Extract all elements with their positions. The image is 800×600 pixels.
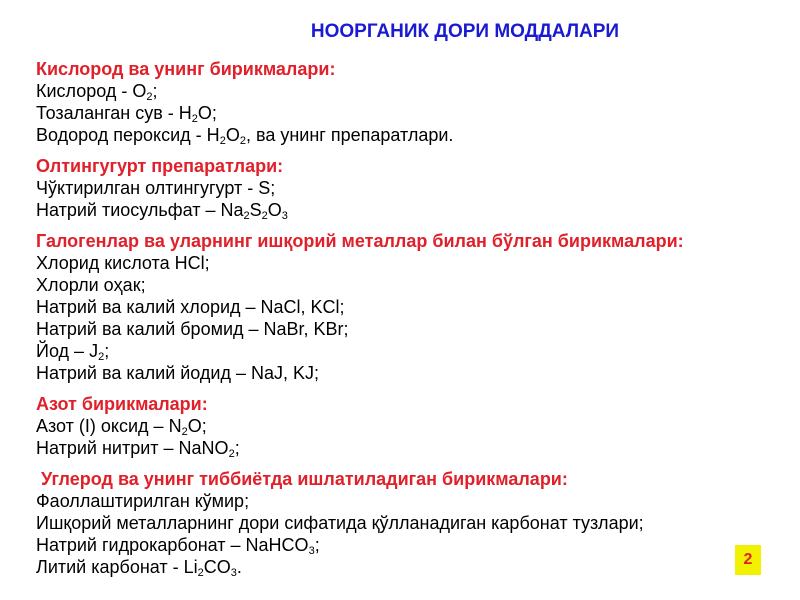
section-heading: Галогенлар ва уларнинг ишқорий металлар билан бўлган бирикмалари: [36, 231, 684, 251]
list-item [36, 512, 786, 534]
list-item [36, 124, 786, 146]
list-item [36, 102, 786, 124]
subscript: 2 [219, 135, 226, 147]
subscript: 3 [281, 210, 288, 222]
text-segment: Натрий ва калий бромид – NaBr, KBr; [36, 319, 349, 339]
section [36, 58, 786, 146]
section-heading: Олтингугурт препаратлари: [36, 156, 284, 176]
list-item [36, 274, 786, 296]
text-segment: O [267, 200, 282, 220]
text-segment: Хлорли оҳак; [36, 275, 146, 295]
subscript: 2 [146, 91, 153, 103]
text-segment: Натрий ва калий хлорид – NaCl, KCl; [36, 297, 345, 317]
list-item [36, 340, 786, 362]
subscript: 2 [191, 113, 198, 125]
text-segment: ; [234, 438, 240, 458]
section [36, 393, 786, 459]
list-item [36, 318, 786, 340]
section [36, 155, 786, 221]
text-segment: О [225, 125, 240, 145]
list-item [36, 252, 786, 274]
subscript: 2 [228, 448, 235, 460]
text-segment: Водород пероксид - Н [36, 125, 220, 145]
section [36, 230, 786, 384]
text-segment: Натрий нитрит – NaNO [36, 438, 229, 458]
subscript: 2 [261, 210, 268, 222]
text-segment: , ва унинг препаратлари. [245, 125, 454, 145]
list-item [36, 177, 786, 199]
text-segment: Ишқорий металларнинг дори сифатида қўлланадиган карбонат тузлари; [36, 513, 644, 533]
subscript: 3 [230, 567, 237, 579]
list-item [36, 490, 786, 512]
text-segment: Фаоллаштирилган кўмир; [36, 491, 250, 511]
list-item [36, 199, 786, 221]
text-segment: О; [197, 103, 217, 123]
text-segment: O; [187, 416, 207, 436]
subscript: 3 [308, 545, 315, 557]
list-item [36, 362, 786, 384]
text-segment: Йод – J [36, 341, 99, 361]
subscript: 2 [243, 210, 250, 222]
text-segment: . [236, 557, 242, 577]
text-segment: Натрий гидрокарбонат – NaHCO [36, 535, 309, 555]
text-segment: Литий карбонат - Li [36, 557, 198, 577]
text-segment: S [249, 200, 262, 220]
section [36, 468, 786, 578]
list-item [36, 437, 786, 459]
list-item [36, 556, 786, 578]
text-segment: ; [152, 81, 158, 101]
text-segment: Кислород - О [36, 81, 147, 101]
text-segment: ; [104, 341, 110, 361]
subscript: 2 [98, 351, 105, 363]
text-segment: CO [203, 557, 231, 577]
subscript: 2 [197, 567, 204, 579]
content-list [36, 58, 786, 587]
subscript: 2 [239, 135, 246, 147]
text-segment: Натрий ва калий йодид – NaJ, KJ; [36, 363, 320, 383]
text-segment: Натрий тиосульфат – Na [36, 200, 244, 220]
section-heading: Углерод ва унинг тиббиётда ишлатиладиган бирикмалари: [41, 469, 568, 489]
list-item [36, 80, 786, 102]
text-segment: Хлорид кислота НCl; [36, 253, 210, 273]
list-item [36, 534, 786, 556]
section-heading: Кислород ва унинг бирикмалари: [36, 59, 336, 79]
text-segment: Азот (I) оксид – N [36, 416, 182, 436]
subscript: 2 [181, 426, 188, 438]
text-segment: Тозаланган сув - Н [36, 103, 192, 123]
text-segment: Чўктирилган олтингугурт - S; [36, 178, 276, 198]
section-heading: Азот бирикмалари: [36, 394, 208, 414]
text-segment: ; [314, 535, 320, 555]
page-title: НООРГАНИК ДОРИ МОДДАЛАРИ [310, 21, 620, 42]
list-item [36, 415, 786, 437]
list-item [36, 296, 786, 318]
page-number-badge: 2 [735, 545, 761, 575]
